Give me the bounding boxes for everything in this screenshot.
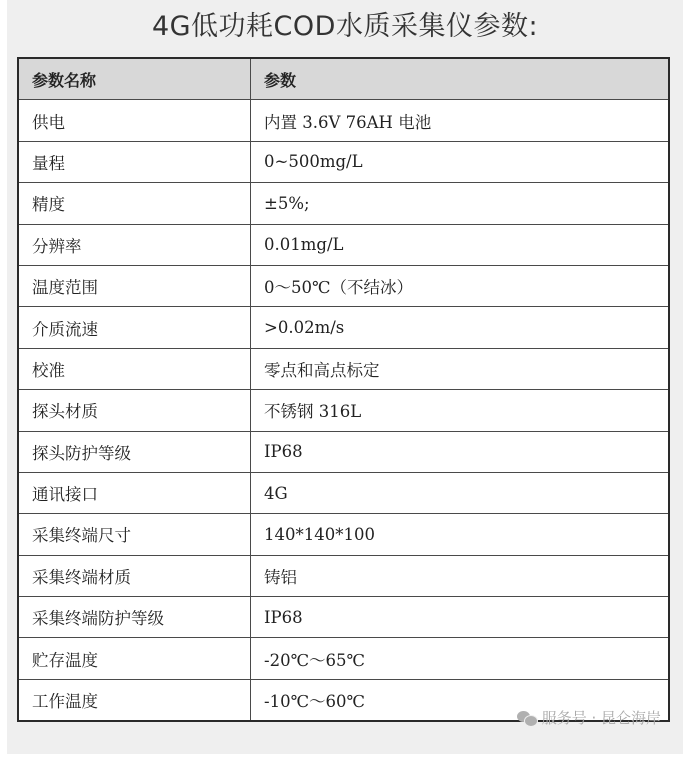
param-name: 探头防护等级 bbox=[18, 431, 251, 472]
param-value: -10℃～60℃ bbox=[251, 679, 670, 721]
param-value: 内置 3.6V 76AH 电池 bbox=[251, 100, 670, 141]
table-row bbox=[18, 183, 669, 224]
param-name: 供电 bbox=[18, 100, 251, 141]
param-name: 介质流速 bbox=[18, 307, 251, 348]
table-header-row bbox=[18, 58, 669, 100]
param-name: 贮存温度 bbox=[18, 638, 251, 679]
param-name: 温度范围 bbox=[18, 265, 251, 306]
table-row bbox=[18, 638, 669, 679]
table-row bbox=[18, 597, 669, 638]
param-name: 校准 bbox=[18, 348, 251, 389]
spec-panel bbox=[7, 0, 683, 754]
param-name: 工作温度 bbox=[18, 679, 251, 721]
param-name: 通讯接口 bbox=[18, 472, 251, 513]
param-value: >0.02m/s bbox=[251, 307, 670, 348]
header-param-value: 参数 bbox=[251, 58, 670, 100]
param-name: 探头材质 bbox=[18, 390, 251, 431]
param-value: 140*140*100 bbox=[251, 514, 670, 555]
table-row bbox=[18, 431, 669, 472]
param-value: 零点和高点标定 bbox=[251, 348, 670, 389]
table-row bbox=[18, 141, 669, 182]
table-row bbox=[18, 472, 669, 513]
param-name: 精度 bbox=[18, 183, 251, 224]
param-name: 采集终端防护等级 bbox=[18, 597, 251, 638]
param-value: 0.01mg/L bbox=[251, 224, 670, 265]
param-value: IP68 bbox=[251, 431, 670, 472]
watermark bbox=[517, 707, 661, 728]
table-row bbox=[18, 390, 669, 431]
wechat-icon bbox=[517, 710, 537, 726]
page-title: 4G低功耗COD水质采集仪参数: bbox=[151, 11, 539, 42]
param-name: 分辨率 bbox=[18, 224, 251, 265]
watermark-text: 服务号 · 昆仑海岸 bbox=[541, 709, 661, 727]
param-name: 采集终端材质 bbox=[18, 555, 251, 596]
param-name: 采集终端尺寸 bbox=[18, 514, 251, 555]
param-value: -20℃～65℃ bbox=[251, 638, 670, 679]
param-value: ±5%; bbox=[251, 183, 670, 224]
param-name: 量程 bbox=[18, 141, 251, 182]
spec-table bbox=[17, 57, 670, 722]
table-row bbox=[18, 307, 669, 348]
param-value: 0~500mg/L bbox=[251, 141, 670, 182]
table-row bbox=[18, 348, 669, 389]
table-row bbox=[18, 224, 669, 265]
param-value: 铸铝 bbox=[251, 555, 670, 596]
table-row bbox=[18, 514, 669, 555]
param-value: IP68 bbox=[251, 597, 670, 638]
header-param-name: 参数名称 bbox=[18, 58, 251, 100]
param-value: 0～50℃（不结冰） bbox=[251, 265, 670, 306]
table-row bbox=[18, 265, 669, 306]
table-row bbox=[18, 100, 669, 141]
table-row bbox=[18, 555, 669, 596]
param-value: 4G bbox=[251, 472, 670, 513]
param-value: 不锈钢 316L bbox=[251, 390, 670, 431]
